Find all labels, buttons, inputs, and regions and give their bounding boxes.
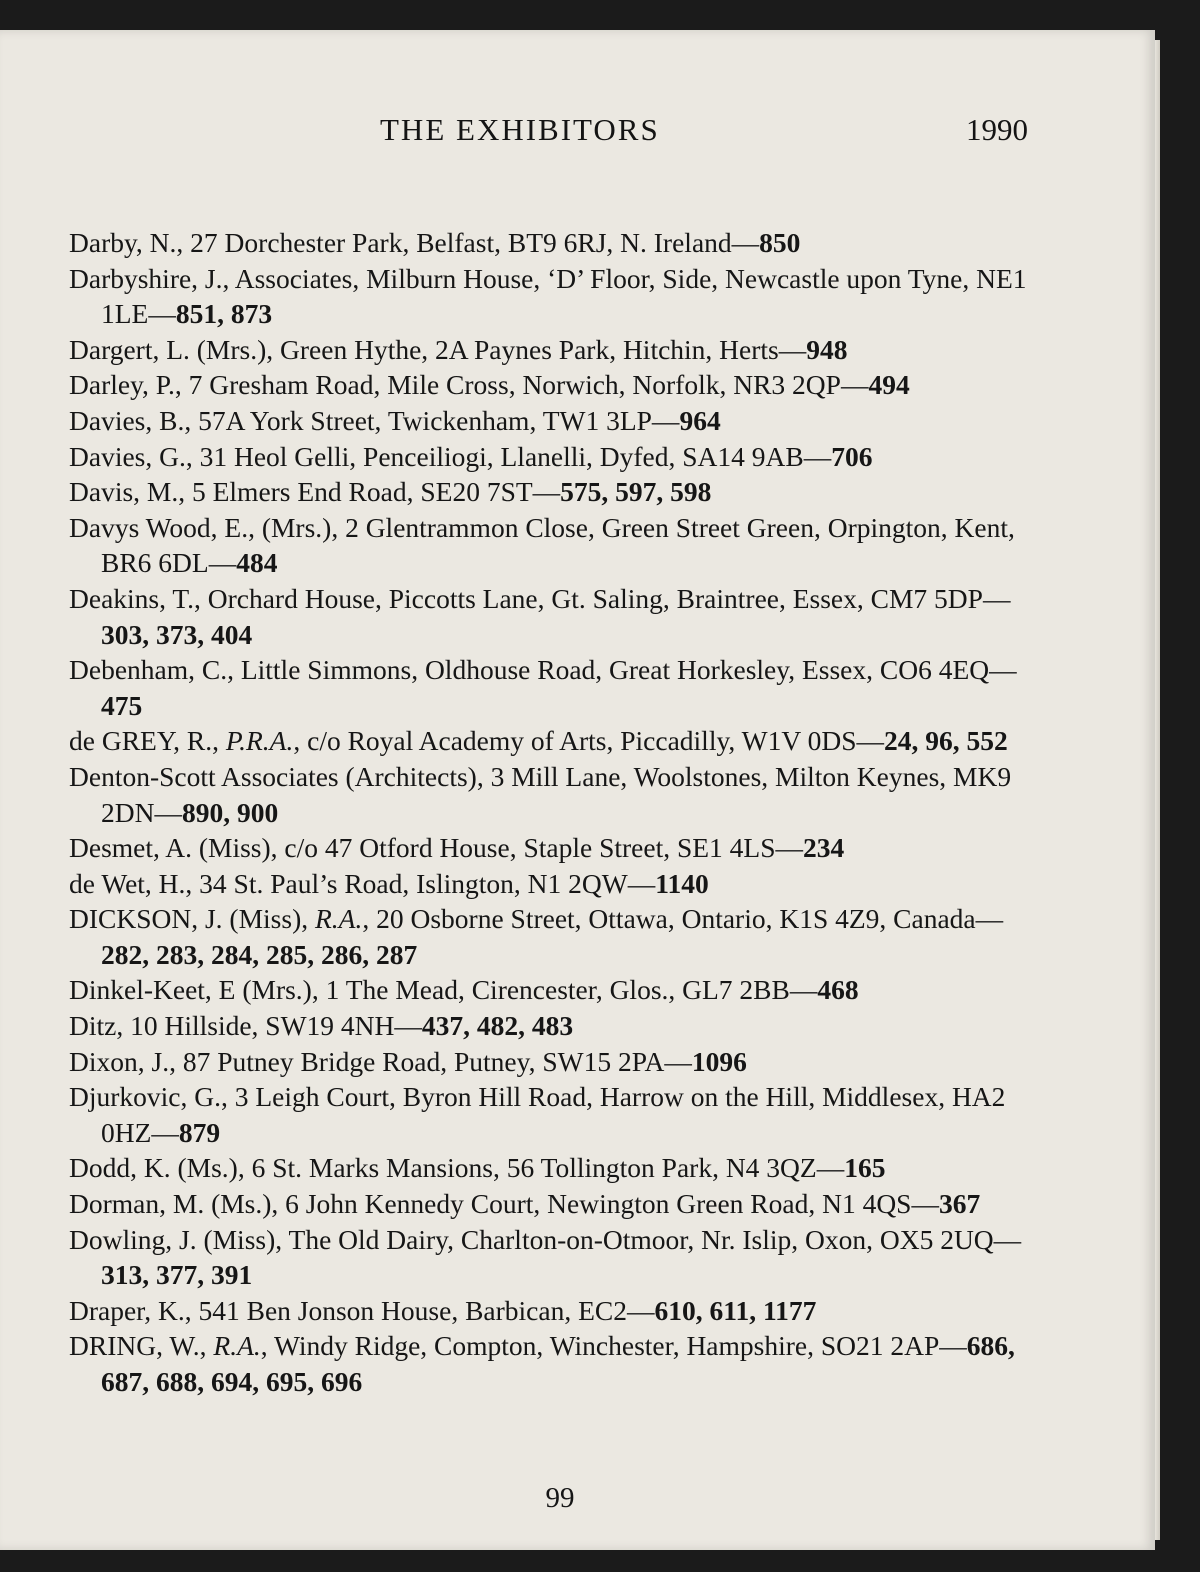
catalogue-numbers: 475 [101, 689, 143, 721]
catalogue-numbers: 165 [844, 1152, 886, 1184]
exhibitor-details: Dixon, J., 87 Putney Bridge Road, Putney, SW15 2PA— [69, 1045, 692, 1077]
exhibitor-details: Ditz, 10 Hillside, SW19 4NH— [69, 1010, 422, 1042]
catalogue-numbers: 494 [868, 369, 910, 401]
exhibitor-entry [69, 1008, 1044, 1044]
exhibitor-entry [69, 367, 1044, 403]
exhibitor-details: Darby, N., 27 Dorchester Park, Belfast, BT9 6RJ, N. Ireland— [69, 227, 760, 258]
exhibitor-entry [69, 759, 1044, 830]
exhibitor-details: Dinkel-Keet, E (Mrs.), 1 The Mead, Cirencester, Glos., GL7 2BB— [69, 974, 818, 1006]
header-title: THE EXHIBITORS [380, 112, 660, 147]
catalogue-numbers: 484 [236, 547, 278, 579]
catalogue-numbers: 948 [806, 333, 848, 365]
catalogue-numbers: 890, 900 [181, 796, 279, 828]
exhibitor-entry [69, 1328, 1044, 1399]
catalogue-numbers: 964 [679, 404, 721, 436]
exhibitor-details: Djurkovic, G., 3 Leigh Court, Byron Hill Road, Harrow on the Hill, Middlesex, HA2 0HZ— [69, 1081, 1006, 1148]
exhibitor-details: Deakins, T., Orchard House, Piccotts Lane, Gt. Saling, Braintree, Essex, CM7 5DP— [69, 582, 1011, 614]
catalogue-numbers: 303, 373, 404 [101, 618, 253, 650]
catalogue-numbers: 437, 482, 483 [421, 1010, 574, 1042]
exhibitor-details: Dowling, J. (Miss), The Old Dairy, Charlton-on-Otmoor, Nr. Islip, Oxon, OX5 2UQ— [69, 1223, 1022, 1255]
exhibitor-entry [69, 1222, 1044, 1293]
exhibitor-details: de GREY, R., [69, 725, 226, 757]
exhibitor-details: Davys Wood, E., (Mrs.), 2 Glentrammon Close, Green Street Green, Orpington, Kent, BR6 6DL— [69, 511, 1015, 579]
exhibitor-details: Davies, B., 57A York Street, Twickenham, TW1 3LP— [69, 404, 680, 436]
exhibitor-details: Darbyshire, J., Associates, Milburn House, ‘D’ Floor, Side, Newcastle upon Tyne, NE1 1LE— [69, 262, 1027, 330]
catalogue-numbers: 282, 283, 284, 285, 286, 287 [101, 938, 418, 970]
book-page [0, 30, 1155, 1550]
catalogue-numbers: 1096 [691, 1045, 747, 1077]
exhibitor-entry [69, 332, 1044, 368]
exhibitor-address: , c/o Royal Academy of Arts, Piccadilly, W1V 0DS— [293, 725, 885, 757]
exhibitor-entry [69, 1044, 1044, 1080]
exhibitor-entry [69, 581, 1044, 652]
exhibitor-entry [69, 901, 1044, 972]
exhibitor-entry [69, 1293, 1044, 1329]
exhibitor-list [69, 225, 1044, 1400]
exhibitor-entry [69, 723, 1044, 759]
catalogue-numbers: 575, 597, 598 [560, 476, 712, 508]
catalogue-numbers: 879 [178, 1116, 221, 1148]
exhibitor-entry [69, 225, 1044, 261]
exhibitor-details: Darley, P., 7 Gresham Road, Mile Cross, Norwich, Norfolk, NR3 2QP— [69, 369, 869, 401]
exhibitor-entry [69, 1186, 1044, 1222]
exhibitor-details: DICKSON, J. (Miss), [69, 903, 315, 935]
catalogue-numbers: 1140 [655, 867, 709, 899]
header-year: 1990 [966, 112, 1028, 147]
exhibitor-details: Desmet, A. (Miss), c/o 47 Otford House, Staple Street, SE1 4LS— [69, 832, 804, 864]
catalogue-numbers: 610, 611, 1177 [654, 1294, 817, 1326]
catalogue-numbers: 234 [803, 832, 845, 864]
catalogue-numbers: 706 [831, 440, 873, 472]
exhibitor-details: Draper, K., 541 Ben Jonson House, Barbican, EC2— [69, 1294, 655, 1326]
exhibitor-address: , Windy Ridge, Compton, Winchester, Hampshire, SO21 2AP— [260, 1330, 967, 1362]
academy-title: P.R.A. [225, 725, 294, 757]
exhibitor-address: , 20 Osborne Street, Ottawa, Ontario, K1S 4Z9, Canada— [362, 903, 1004, 935]
exhibitor-entry [69, 261, 1044, 332]
exhibitor-entry [69, 403, 1044, 439]
exhibitor-details: Davies, G., 31 Heol Gelli, Penceiliogi, Llanelli, Dyfed, SA14 9AB— [69, 440, 832, 472]
exhibitor-details: Davis, M., 5 Elmers End Road, SE20 7ST— [69, 476, 561, 508]
catalogue-numbers: 686, 687, 688, 694, 695, 696 [101, 1330, 1015, 1397]
catalogue-numbers: 850 [759, 227, 801, 258]
running-header [0, 112, 1155, 162]
exhibitor-details: Debenham, C., Little Simmons, Oldhouse Road, Great Horkesley, Essex, CO6 4EQ— [69, 654, 1017, 686]
catalogue-numbers: 468 [817, 974, 859, 1006]
exhibitor-details: Denton-Scott Associates (Architects), 3 Mill Lane, Woolstones, Milton Keynes, MK9 2DN— [69, 760, 1012, 828]
exhibitor-entry [69, 1079, 1044, 1150]
exhibitor-details: Dodd, K. (Ms.), 6 St. Marks Mansions, 56 Tollington Park, N4 3QZ— [69, 1152, 845, 1184]
exhibitor-entry [69, 652, 1044, 723]
exhibitor-entry [69, 474, 1044, 510]
catalogue-numbers: 313, 377, 391 [101, 1259, 253, 1291]
academy-title: R.A. [213, 1330, 261, 1362]
exhibitor-entry [69, 866, 1044, 902]
catalogue-numbers: 367 [938, 1188, 981, 1220]
exhibitor-details: de Wet, H., 34 St. Paul’s Road, Islington, N1 2QW— [69, 867, 656, 899]
page-number: 99 [545, 1482, 575, 1514]
exhibitor-entry [69, 439, 1044, 475]
exhibitor-entry [69, 1150, 1044, 1186]
exhibitor-details: Dargert, L. (Mrs.), Green Hythe, 2A Paynes Park, Hitchin, Herts— [69, 333, 807, 365]
academy-title: R.A. [315, 903, 363, 935]
exhibitor-entry [69, 830, 1044, 866]
exhibitor-entry [69, 972, 1044, 1008]
exhibitor-entry [69, 510, 1044, 581]
exhibitor-details: DRING, W., [69, 1330, 214, 1362]
exhibitor-details: Dorman, M. (Ms.), 6 John Kennedy Court, Newington Green Road, N1 4QS— [69, 1188, 939, 1220]
catalogue-numbers: 851, 873 [175, 298, 273, 330]
catalogue-numbers: 24, 96, 552 [884, 725, 1008, 757]
